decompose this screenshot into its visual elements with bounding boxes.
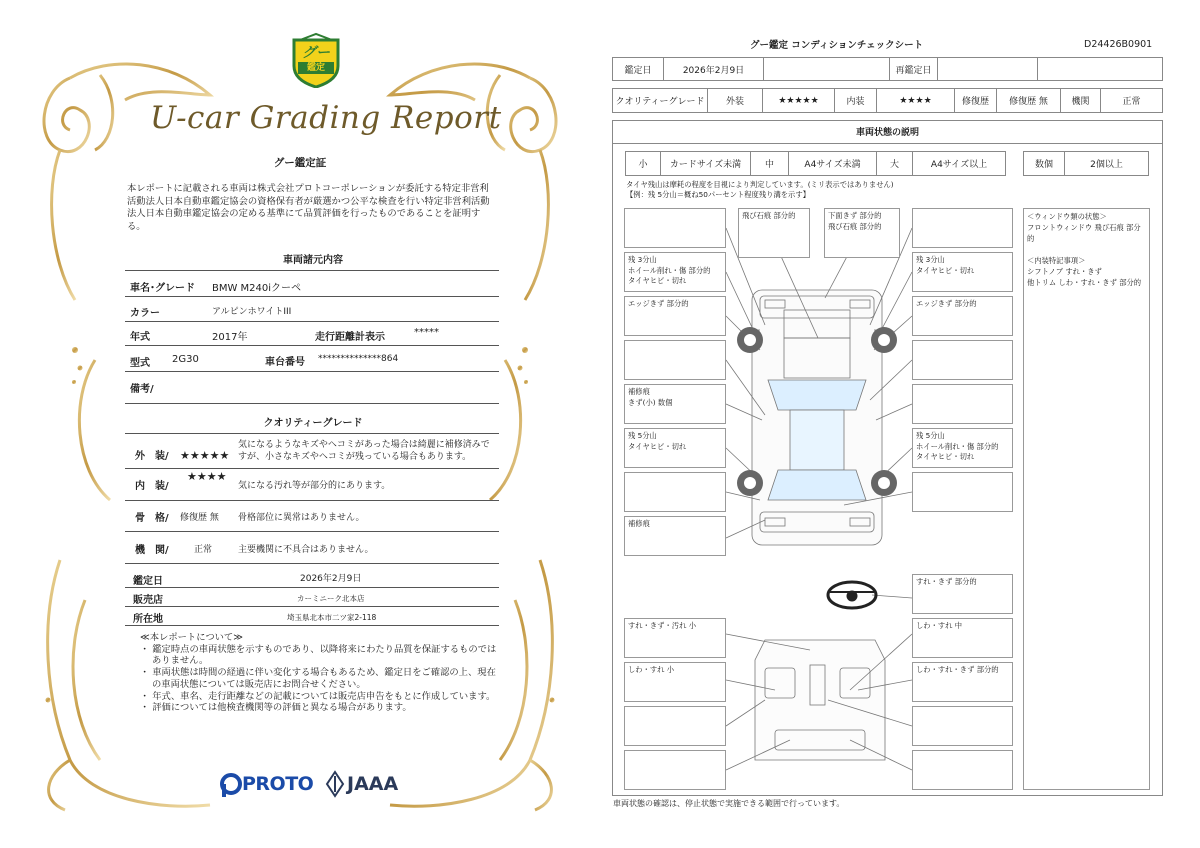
note-item: ・ 鑑定時点の車両状態を示すものであり、以降将来にわたり品質を保証するものではありません。	[140, 643, 497, 667]
steering-note-box: すれ・きず 部分的	[912, 574, 1013, 614]
year-label: 年式	[130, 332, 150, 343]
note-box-right	[912, 472, 1013, 512]
ext-label: 外装	[707, 89, 762, 112]
count-label: 数個	[1034, 160, 1053, 170]
proto-logo	[218, 772, 318, 798]
remarks-label: 備考/	[130, 384, 154, 395]
divider	[125, 296, 499, 297]
divider	[125, 606, 499, 607]
date-label: 鑑定日	[624, 65, 652, 76]
divider	[125, 433, 499, 434]
quality-label: クオリティーグレード	[615, 97, 705, 107]
badge-top-text: グー	[302, 45, 330, 61]
report-notes	[140, 632, 500, 714]
color-value: アルピンホワイトIII	[212, 307, 292, 317]
explain-heading: 車両状態の説明	[612, 120, 1163, 144]
interior-note-left: しわ・すれ 小	[624, 662, 726, 702]
interior-note-right	[912, 706, 1013, 746]
int-label: 内装	[834, 89, 876, 112]
name-value: BMW M240iクーペ	[212, 283, 302, 294]
date-value: 2026年2月9日	[663, 58, 763, 80]
model-value: 2G30	[172, 354, 199, 365]
exterior-stars: ★★★★★	[180, 449, 230, 462]
mileage-label: 走行距離計表示	[315, 332, 385, 343]
color-label: カラー	[130, 308, 160, 319]
interior-note-right: しわ・すれ 中	[912, 618, 1013, 658]
size-m-label: 中	[750, 152, 788, 175]
mileage-value: *****	[414, 327, 439, 338]
date-value: 2026年2月9日	[300, 574, 362, 584]
note-box-top: 飛び石痕 部分的	[738, 208, 810, 258]
divider	[125, 563, 499, 564]
divider	[125, 403, 499, 404]
engine-value: 正常	[194, 545, 213, 555]
size-l-label: 大	[876, 152, 912, 175]
interior-note-left	[624, 750, 726, 790]
note-box-left	[624, 208, 726, 248]
size-s-label: 小	[638, 160, 648, 170]
note-box-left: 残 5分山 タイヤヒビ・切れ	[624, 428, 726, 468]
note-item: ・ 年式、車名、走行距離などの記載については販売店申告をもとに作成しています。	[140, 690, 496, 702]
int-stars: ★★★★	[876, 89, 954, 112]
badge-bottom-text: 鑑定	[298, 62, 334, 74]
interior-stars: ★★★★	[187, 470, 227, 483]
dealer-label: 販売店	[133, 595, 163, 606]
special-notes-panel: ＜ウィンドウ類の状態＞ フロントウィンドウ 飛び石痕 部分的 ＜内装特記事項＞ シフトノブ すれ・きず 他トリム しわ・すれ・きず 部分的	[1023, 208, 1150, 790]
divider	[125, 587, 499, 588]
note-box-left: 補修痕	[624, 516, 726, 556]
notes-title: ≪本レポートについて≫	[140, 632, 243, 643]
note-box-right	[912, 208, 1013, 248]
interior-label: 内 装/	[135, 481, 169, 492]
model-label: 型式	[130, 358, 150, 369]
divider	[125, 321, 499, 322]
engine-note: 主要機関に不具合はありません。	[238, 545, 374, 555]
report-title: U-car Grading Report	[150, 100, 502, 136]
year-value: 2017年	[212, 332, 248, 343]
sheet-footer: 車両状態の確認は、停止状態で実施できる範囲で行っています。	[613, 799, 845, 808]
note-box-right	[912, 340, 1013, 380]
note-item: ・ 車両状態は時間の経過に伴い変化する場合もあるため、鑑定日をご確認の上、現在の車両状態については販売店にお問合せください。	[140, 667, 496, 690]
steering-wheel-icon	[828, 582, 876, 608]
note-box-right: 残 3分山 タイヤヒビ・切れ	[912, 252, 1013, 292]
exterior-note: 気になるようなキズやヘコミがあった場合は綺麗に補修済みですが、小さなキズやヘコミが残っている場合もあります。	[238, 440, 490, 462]
size-m-value: A4サイズ未満	[788, 152, 876, 175]
date-label: 鑑定日	[133, 576, 163, 587]
engine-label: 機関	[1060, 89, 1100, 112]
jaaa-mark-icon	[325, 770, 345, 798]
interior-note-left	[624, 706, 726, 746]
jaaa-text: JAAA	[347, 773, 399, 795]
dealer-value: カーミニーク北本店	[297, 594, 365, 603]
ext-stars: ★★★★★	[762, 89, 834, 112]
divider	[125, 270, 499, 271]
frame-note: 骨格部位に異常はありません。	[238, 513, 365, 523]
condition-check-sheet	[600, 0, 1200, 848]
chassis-label: 車台番号	[265, 357, 305, 368]
size-s-value: カードサイズ未満	[660, 152, 750, 175]
note-box-right: エッジきず 部分的	[912, 296, 1013, 336]
interior-note-right: しわ・すれ・きず 部分的	[912, 662, 1013, 702]
exterior-label: 外 装/	[135, 451, 169, 462]
size-l-value: A4サイズ以上	[912, 152, 1005, 175]
specs-heading: 車両諸元内容	[283, 255, 343, 266]
divider	[125, 625, 499, 626]
address-label: 所在地	[133, 614, 163, 625]
note-box-right: 残 5分山 ホイール削れ・傷 部分的 タイヤヒビ・切れ	[912, 428, 1013, 468]
name-label: 車名･グレード	[130, 283, 195, 294]
divider	[125, 531, 499, 532]
jaaa-logo	[325, 770, 410, 798]
count-value: 2個以上	[1064, 152, 1148, 175]
certificate-intro: 本レポートに記載される車両は株式会社プロトコーポレーションが委託する特定非営利活動法人日本自動車鑑定協会の資格保有者が厳選かつ公平な検査を行い特定非営利活動法人日本自動車鑑定協会の定める基準にて品質評価を行ったものであることを証明する。	[127, 183, 490, 232]
note-box-left	[624, 472, 726, 512]
engine-label: 機 関/	[135, 545, 169, 556]
certificate-subtitle: グー鑑定証	[273, 157, 327, 169]
divider	[125, 345, 499, 346]
interior-note-left: すれ・きず・汚れ 小	[624, 618, 726, 658]
interior-note-right	[912, 750, 1013, 790]
note-box-left: 残 3分山 ホイール削れ・傷 部分的 タイヤヒビ・切れ	[624, 252, 726, 292]
engine-value: 正常	[1100, 89, 1162, 112]
note-box-left: 補修痕 きず(小) 数個	[624, 384, 726, 424]
sheet-title: グー鑑定 コンディションチェックシート	[750, 40, 924, 51]
divider	[125, 371, 499, 372]
document-id: D24426B0901	[1084, 39, 1153, 50]
repair-value: 修復歴 無	[996, 89, 1060, 112]
redate-label: 再鑑定日	[889, 58, 937, 80]
tire-example: 【例：残 5分山＝概ね50パーセント程度残り溝を示す】	[626, 190, 810, 199]
proto-text: PROTO	[242, 773, 314, 795]
proto-mark-icon	[218, 772, 244, 798]
repair-label: 修復歴	[954, 89, 996, 112]
note-box-left: エッジきず 部分的	[624, 296, 726, 336]
frame-value: 修復歴 無	[180, 513, 219, 523]
divider	[125, 468, 499, 469]
frame-label: 骨 格/	[135, 513, 169, 524]
chassis-value: **************864	[318, 354, 399, 364]
interior-note: 気になる汚れ等が部分的にあります。	[238, 481, 391, 491]
note-box-left	[624, 340, 726, 380]
divider	[125, 500, 499, 501]
note-box-top: 下面きず 部分的 飛び石痕 部分的	[824, 208, 900, 258]
address-value: 埼玉県北本市二ツ家2-118	[287, 613, 377, 622]
note-box-right	[912, 384, 1013, 424]
goo-badge	[288, 32, 344, 88]
note-item: ・ 評価については他検査機関等の評価と異なる場合があります。	[140, 702, 412, 714]
tire-note: タイヤ残山は摩耗の程度を目視により判定しています。(ミリ表示ではありません)	[626, 180, 894, 189]
quality-heading: クオリティーグレード	[263, 418, 363, 429]
